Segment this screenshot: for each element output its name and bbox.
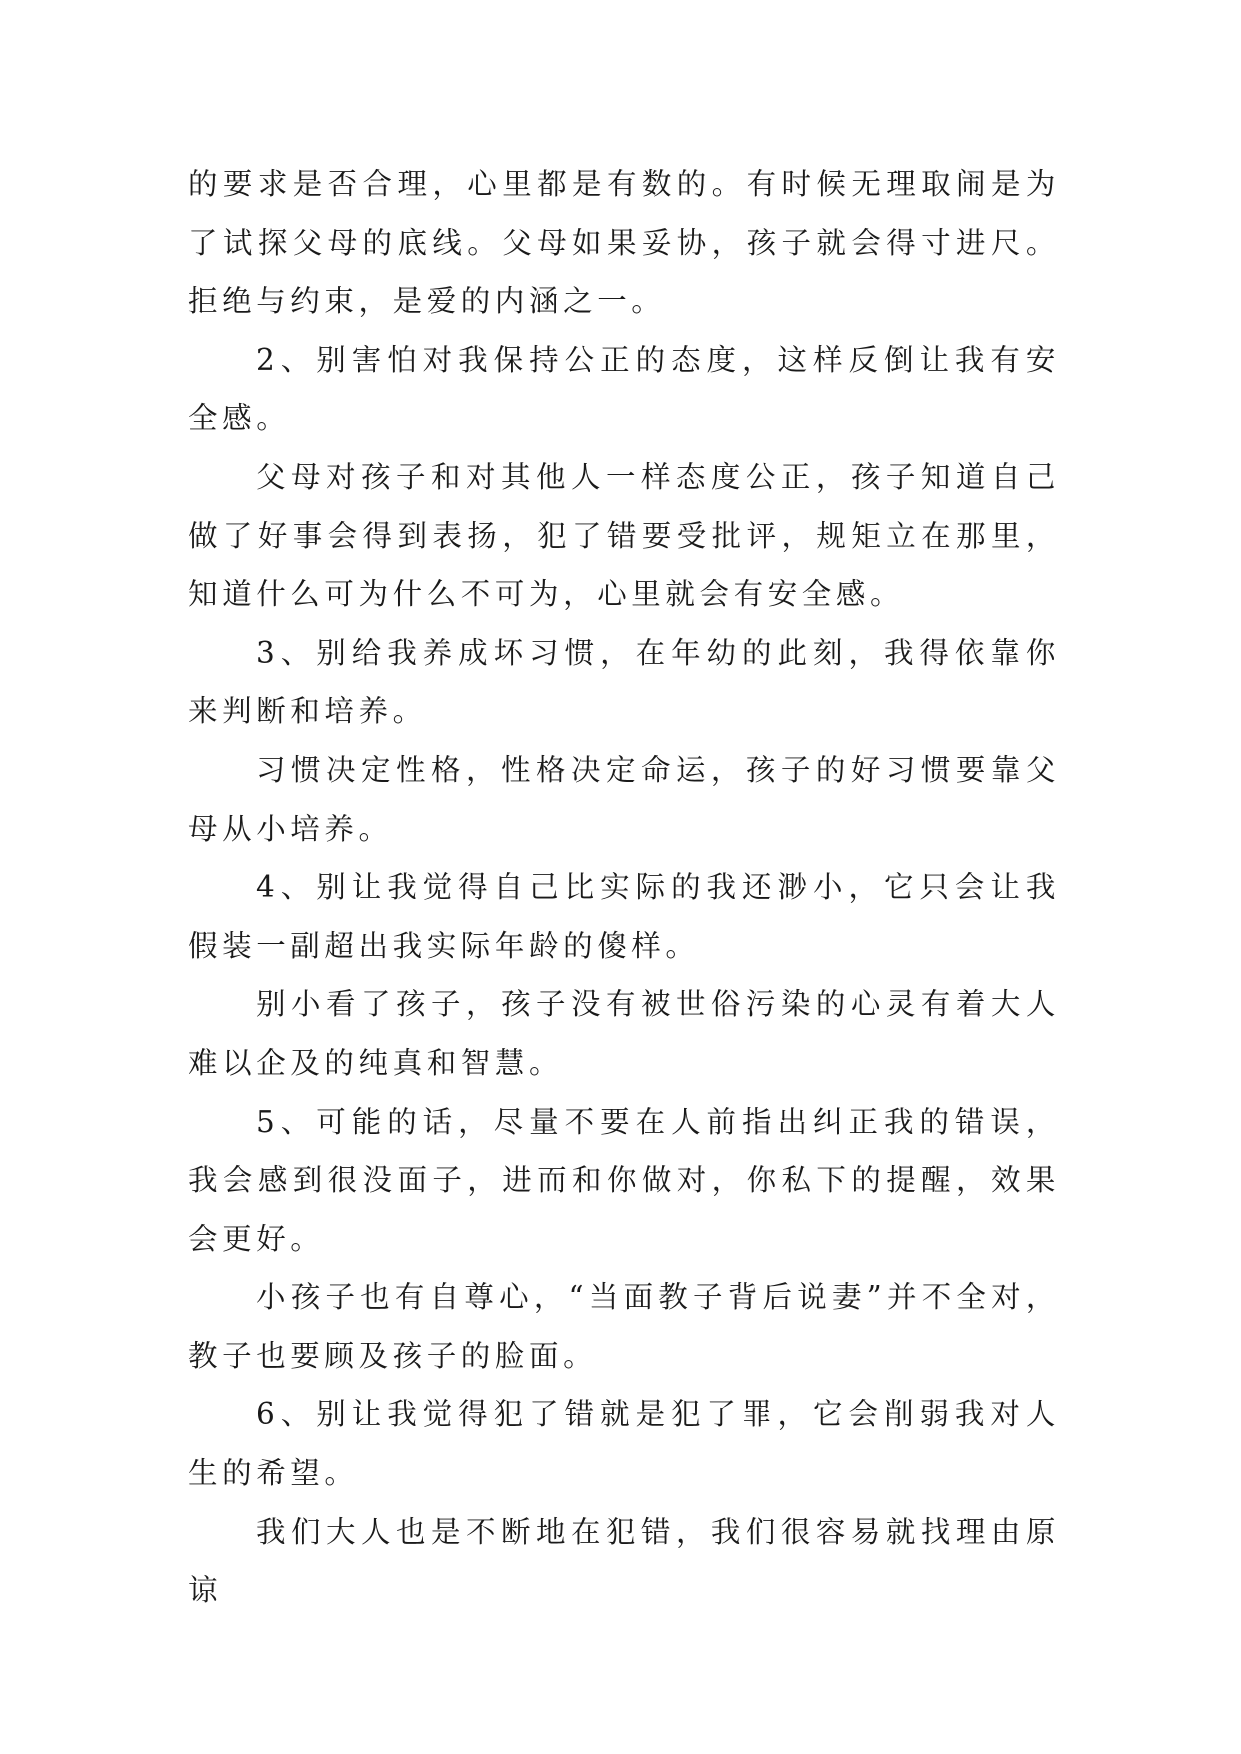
- document-body: [188, 155, 1060, 1620]
- paragraph: 我们大人也是不断地在犯错，我们很容易就找理由原谅: [188, 1514, 1060, 1608]
- paragraph: 的要求是否合理，心里都是有数的。有时候无理取闹是为了试探父母的底线。父母如果妥协，孩子就会得寸进尺。拒绝与约束，是爱的内涵之一。: [188, 167, 1060, 319]
- paragraph: 小孩子也有自尊心，“当面教子背后说妻”并不全对，教子也要顾及孩子的脸面。: [188, 1280, 1060, 1373]
- paragraph: 习惯决定性格，性格决定命运，孩子的好习惯要靠父母从小培养。: [188, 752, 1060, 846]
- paragraph: 父母对孩子和对其他人一样态度公正，孩子知道自己做了好事会得到表扬，犯了错要受批评，规矩立在那里，知道什么可为什么不可为，心里就会有安全感。: [188, 459, 1060, 612]
- paragraph: 6、别让我觉得犯了错就是犯了罪，它会削弱我对人生的希望。: [188, 1397, 1060, 1491]
- paragraph: 4、别让我觉得自己比实际的我还渺小，它只会让我假装一副超出我实际年龄的傻样。: [188, 870, 1060, 963]
- paragraph: 2、别害怕对我保持公正的态度，这样反倒让我有安全感。: [188, 342, 1060, 436]
- paragraph: 5、可能的话，尽量不要在人前指出纠正我的错误，我会感到很没面子，进而和你做对，你私下的提醒，效果会更好。: [188, 1104, 1060, 1256]
- paragraph: 3、别给我养成坏习惯，在年幼的此刻，我得依靠你来判断和培养。: [188, 635, 1060, 729]
- paragraph: 别小看了孩子，孩子没有被世俗污染的心灵有着大人难以企及的纯真和智慧。: [188, 987, 1060, 1080]
